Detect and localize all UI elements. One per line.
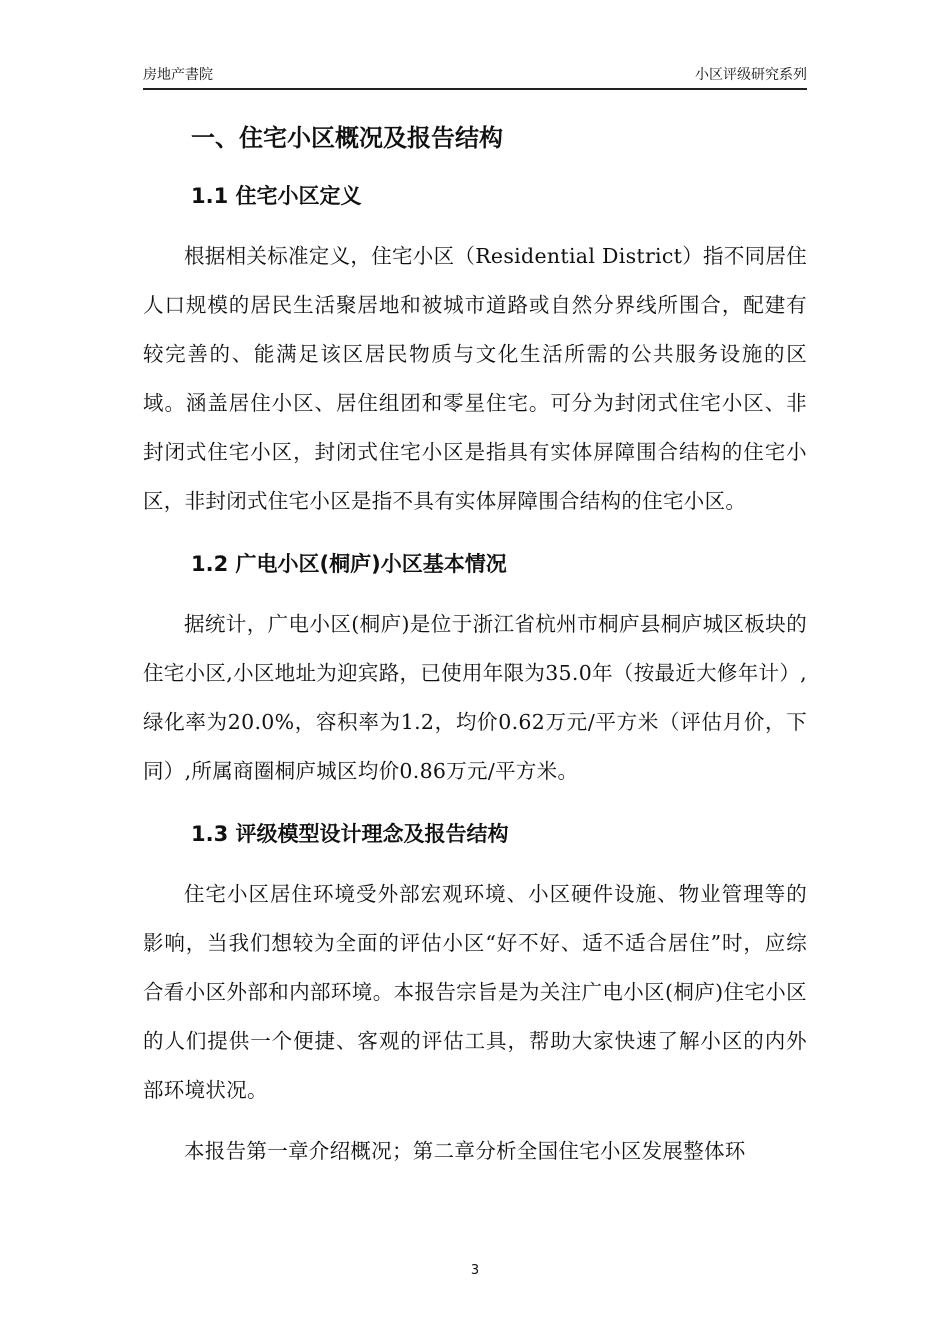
chapter-title: 一、住宅小区概况及报告结构: [191, 124, 503, 152]
page-content: [143, 118, 807, 1176]
section-1-1-paragraph: 根据相关标准定义，住宅小区（Residential District）指不同居住人口规模的居民生活聚居地和被城市道路或自然分界线所围合，配建有较完善的、能满足该区居民物质与文化生活所需的公共服务设施的区域。涵盖居住小区、居住组团和零星住宅。可分为封闭式住宅小区、非封闭式住宅小区，封闭式住宅小区是指具有实体屏障围合结构的住宅小区，非封闭式住宅小区是指不具有实体屏障围合结构的住宅小区。: [143, 244, 808, 513]
section-title-1-2: 1.2 广电小区(桐庐)小区基本情况: [191, 552, 507, 576]
section-1-2-paragraph: 据统计，广电小区(桐庐)是位于浙江省杭州市桐庐县桐庐城区板块的住宅小区,小区地址为迎宾路，已使用年限为35.0年（按最近大修年计）,绿化率为20.0%，容积率为1.2，均价0.62万元/平方米（评估月价，下同）,所属商圈桐庐城区均价0.86万元/平方米。: [143, 612, 807, 783]
section-title-1-3: 1.3 评级模型设计理念及报告结构: [191, 822, 509, 846]
section-1-3-paragraph-2: 本报告第一章介绍概况；第二章分析全国住宅小区发展整体环: [184, 1139, 746, 1163]
page-header: [143, 64, 807, 90]
section-title-1-1: 1.1 住宅小区定义: [191, 184, 362, 208]
page-number: 3: [470, 1263, 480, 1278]
header-series-title: 小区评级研究系列: [695, 67, 807, 83]
header-publisher: 房地产書院: [143, 67, 213, 83]
section-1-3-paragraph-1: 住宅小区居住环境受外部宏观环境、小区硬件设施、物业管理等的影响，当我们想较为全面的评估小区“好不好、适不适合居住”时，应综合看小区外部和内部环境。本报告宗旨是为关注广电小区(桐庐)住宅小区的人们提供一个便捷、客观的评估工具，帮助大家快速了解小区的内外部环境状况。: [143, 882, 807, 1102]
